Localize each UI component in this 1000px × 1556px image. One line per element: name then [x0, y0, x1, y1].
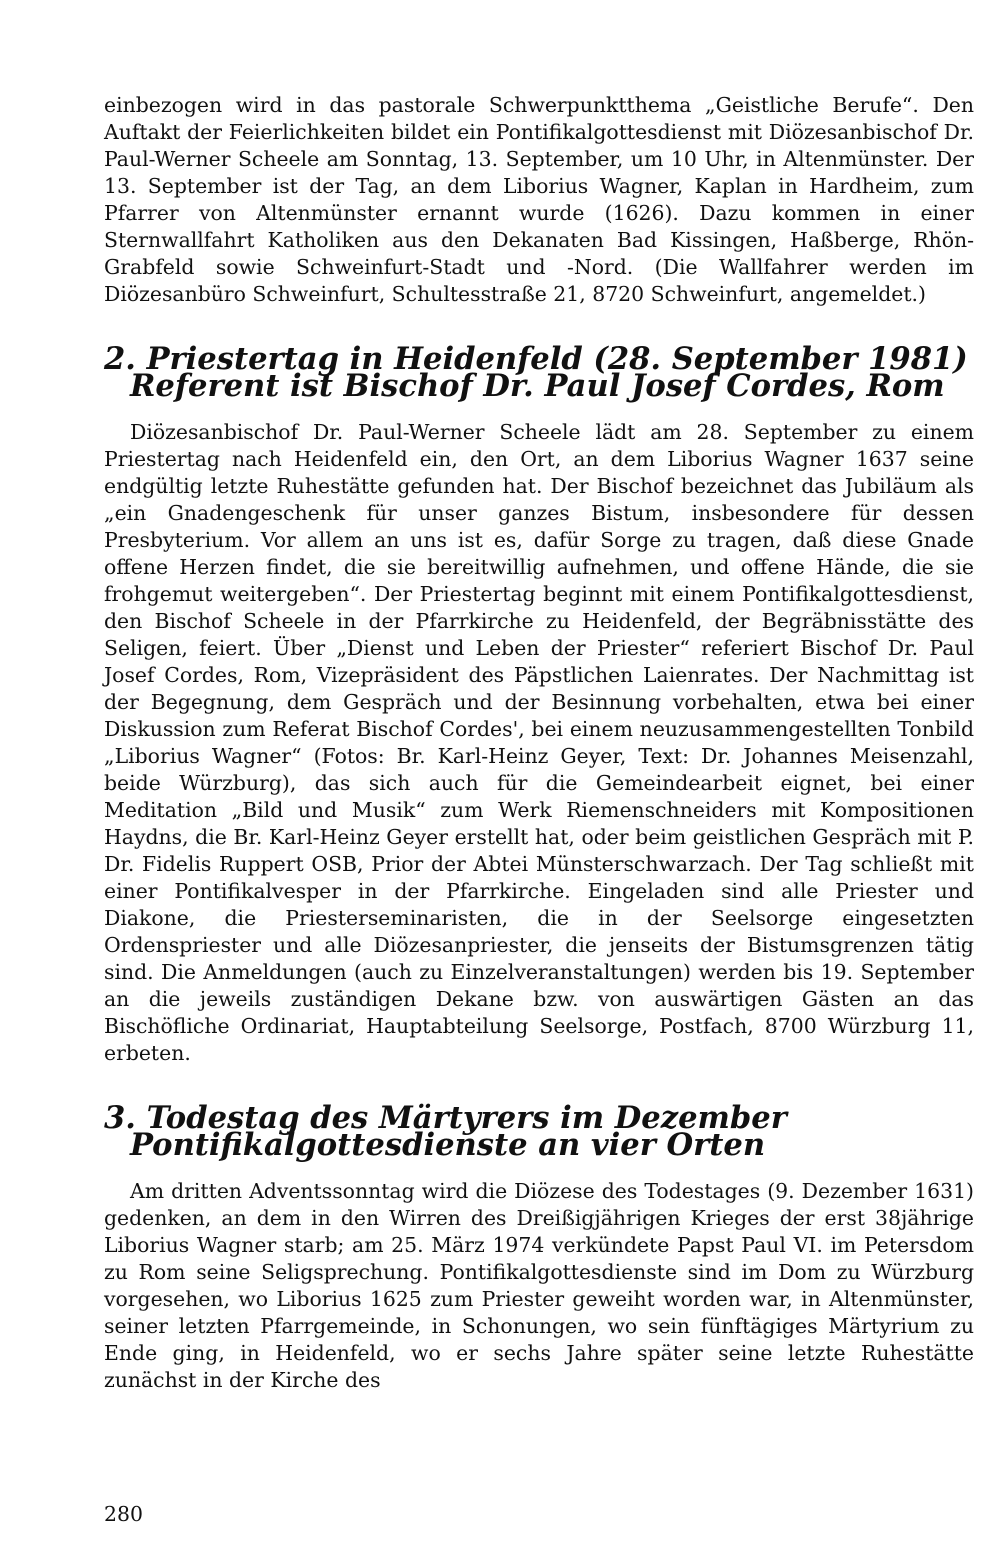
section-3-heading-line2: Pontifikalgottesdienste an vier Orten	[130, 1127, 766, 1163]
section-3-body: Am dritten Adventssonntag wird die Diözese des Todestages (9. Dezember 1631) gedenken, an dem in den Wirren des Dreißigjährigen Krieges der erst 38jährige Liborius Wagner starb; am 25. März 1974 verkündete Papst Paul VI. im Petersdom zu Rom seine Seligsprechung. Pontifikalgottesdienste sind im Dom zu Würzburg vorgesehen, wo Liborius 1625 zum Priester geweiht worden war, in Altenmünster, seiner letzten Pfarrgemeinde, in Schonungen, wo sein fünftägiges Märtyrium zu Ende ging, in Heidenfeld, wo er sechs Jahre später seine letzte Ruhestätte zunächst in der Kirche des	[104, 1179, 974, 1392]
page-number: 280	[104, 1502, 143, 1526]
intro-paragraph: einbezogen wird in das pastorale Schwerpunktthema „Geistliche Berufe“. Den Auftakt der Feierlichkeiten bildet ein Pontifikalgottesdienst mit Diözesanbischof Dr. Paul-Werner Scheele am Sonntag, 13. September, um 10 Uhr, in Altenmünster. Der 13. September ist der Tag, an dem Liborius Wagner, Kaplan in Hardheim, zum Pfarrer von Altenmünster ernannt wurde (1626). Dazu kommen in einer Sternwallfahrt Katholiken aus den Dekanaten Bad Kissingen, Haßberge, Rhön-Grabfeld sowie Schweinfurt-Stadt und -Nord. (Die Wallfahrer werden im Diözesanbüro Schweinfurt, Schultesstraße 21, 8720 Schweinfurt, angemeldet.)	[104, 93, 974, 306]
section-2-heading-line1: 2. Priestertag in Heidenfeld (28. September 1981)	[104, 341, 968, 377]
section-2-body: Diözesanbischof Dr. Paul-Werner Scheele lädt am 28. September zu einem Priestertag nach Heidenfeld ein, den Ort, an dem Liborius Wagner 1637 seine endgültig letzte Ruhestätte gefunden hat. Der Bischof bezeichnet das Jubiläum als „ein Gnadengeschenk für unser ganzes Bistum, insbesondere für dessen Presbyterium. Vor allem an uns ist es, dafür Sorge zu tragen, daß diese Gnade offene Herzen findet, die sie bereitwillig aufnehmen, und offene Hände, die sie frohgemut weitergeben“. Der Priestertag beginnt mit einem Pontifikalgottesdienst, den Bischof Scheele in der Pfarrkirche zu Heidenfeld, der Begräbnisstätte des Seligen, feiert. Über „Dienst und Leben der Priester“ referiert Bischof Dr. Paul Josef Cordes, Rom, Vizepräsident des Päpstlichen Laienrates. Der Nachmittag ist der Begegnung, dem Gespräch und der Besinnung vorbehalten, etwa bei einer Diskussion zum Referat Bischof Cordes', bei einem neuzusammengestellten Tonbild „Liborius Wagner“ (Fotos: Br. Karl-Heinz Geyer, Text: Dr. Johannes Meisenzahl, beide Würzburg), das sich auch für die Gemeindearbeit eignet, bei einer Meditation „Bild und Musik“ zum Werk Riemenschneiders mit Kompositionen Haydns, die Br. Karl-Heinz Geyer erstellt hat, oder beim geistlichen Gespräch mit P. Dr. Fidelis Ruppert OSB, Prior der Abtei Münsterschwarzach. Der Tag schließt mit einer Pontifikalvesper in der Pfarrkirche. Eingeladen sind alle Priester und Diakone, die Priesterseminaristen, die in der Seelsorge eingesetzten Ordenspriester und alle Diözesanpriester, die jenseits der Bistumsgrenzen tätig sind. Die Anmeldungen (auch zu Einzelveranstaltungen) werden bis 19. September an die jeweils zuständigen Dekane bzw. von auswärtigen Gästen an das Bischöfliche Ordinariat, Hauptabteilung Seelsorge, Postfach, 8700 Würzburg 11, erbeten.	[104, 420, 974, 1065]
section-3-heading-line1: 3. Todestag des Märtyrers im Dezember	[104, 1100, 787, 1136]
section-2-heading-line2: Referent ist Bischof Dr. Paul Josef Cordes, Rom	[130, 368, 945, 404]
section-3-heading	[104, 1100, 974, 1163]
section-2-heading	[104, 341, 974, 404]
document-page	[104, 92, 974, 1394]
